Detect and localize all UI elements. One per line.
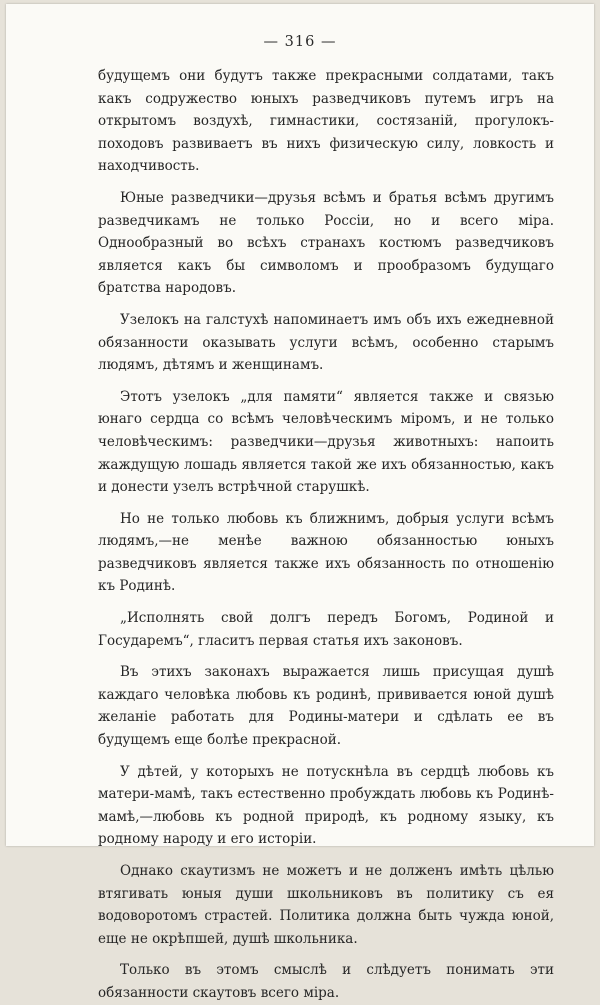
paragraph-1: будущемъ они будутъ также прекрасными солдатами, такъ какъ содружество юныхъ разведчиковъ путемъ игръ на открытомъ воздухѣ, гимнастики, состязаній, прогулокъ-походовъ развиваетъ въ нихъ физическую силу, ловкость и находчивость. — [98, 68, 554, 175]
page-number: — 316 — — [263, 34, 337, 50]
paragraph-2: Юные разведчики—друзья всѣмъ и братья всѣмъ другимъ разведчикамъ не только Россіи, но и всего міра. Однообразный во всѣхъ странахъ костюмъ разведчиковъ является какъ бы символомъ и прообразомъ будущаго братства народовъ. — [98, 189, 554, 297]
paragraph-8: У дѣтей, у которыхъ не потускнѣла въ сердцѣ любовь къ матери-мамѣ, такъ естественно пробуждать любовь къ Родинѣ-мамѣ,—любовь къ родной природѣ, къ родному языку, къ родному народу и его исторіи. — [98, 763, 554, 848]
book-page — [6, 4, 594, 1001]
paragraph-5: Но не только любовь къ ближнимъ, добрыя услуги всѣмъ людямъ,—не менѣе важною обязанностью юныхъ разведчиковъ является также ихъ обязанность по отношенію къ Родинѣ. — [98, 510, 554, 595]
paragraph-7: Въ этихъ законахъ выражается лишь присущая душѣ каждаго человѣка любовь къ родинѣ, прививается юной душѣ желаніе работать для Родины-матери и сдѣлать ее въ будущемъ еще болѣе прекрасной. — [98, 664, 554, 749]
page-text — [98, 65, 554, 1005]
paragraph-9: Однако скаутизмъ не можетъ и не долженъ имѣть цѣлью втягивать юныя души школьниковъ въ политику съ ея водоворотомъ страстей. Политика должна быть чужда юной, еще не окрѣпшей, душѣ школьника. — [98, 863, 554, 947]
paragraph-4: Этотъ узелокъ „для памяти“ является также и связью юнаго сердца со всѣмъ человѣческимъ міромъ, и не только человѣческимъ: разведчики—друзья животныхъ: напоить жаждущую лошадь является такой же ихъ обязанностью, какъ и донести узелъ встрѣчной старушкѣ. — [98, 388, 554, 496]
paragraph-3: Узелокъ на галстухѣ напоминаетъ имъ объ ихъ ежедневной обязанности оказывать услуги всѣмъ, особенно старымъ людямъ, дѣтямъ и женщинамъ. — [98, 311, 554, 374]
paragraph-10: Только въ этомъ смыслѣ и слѣдуетъ понимать эти обязанности скаутовъ всего міра. — [98, 962, 554, 1001]
paragraph-6: „Исполнять свой долгъ передъ Богомъ, Родиной и Государемъ“, гласитъ первая статья ихъ законовъ. — [98, 610, 554, 649]
